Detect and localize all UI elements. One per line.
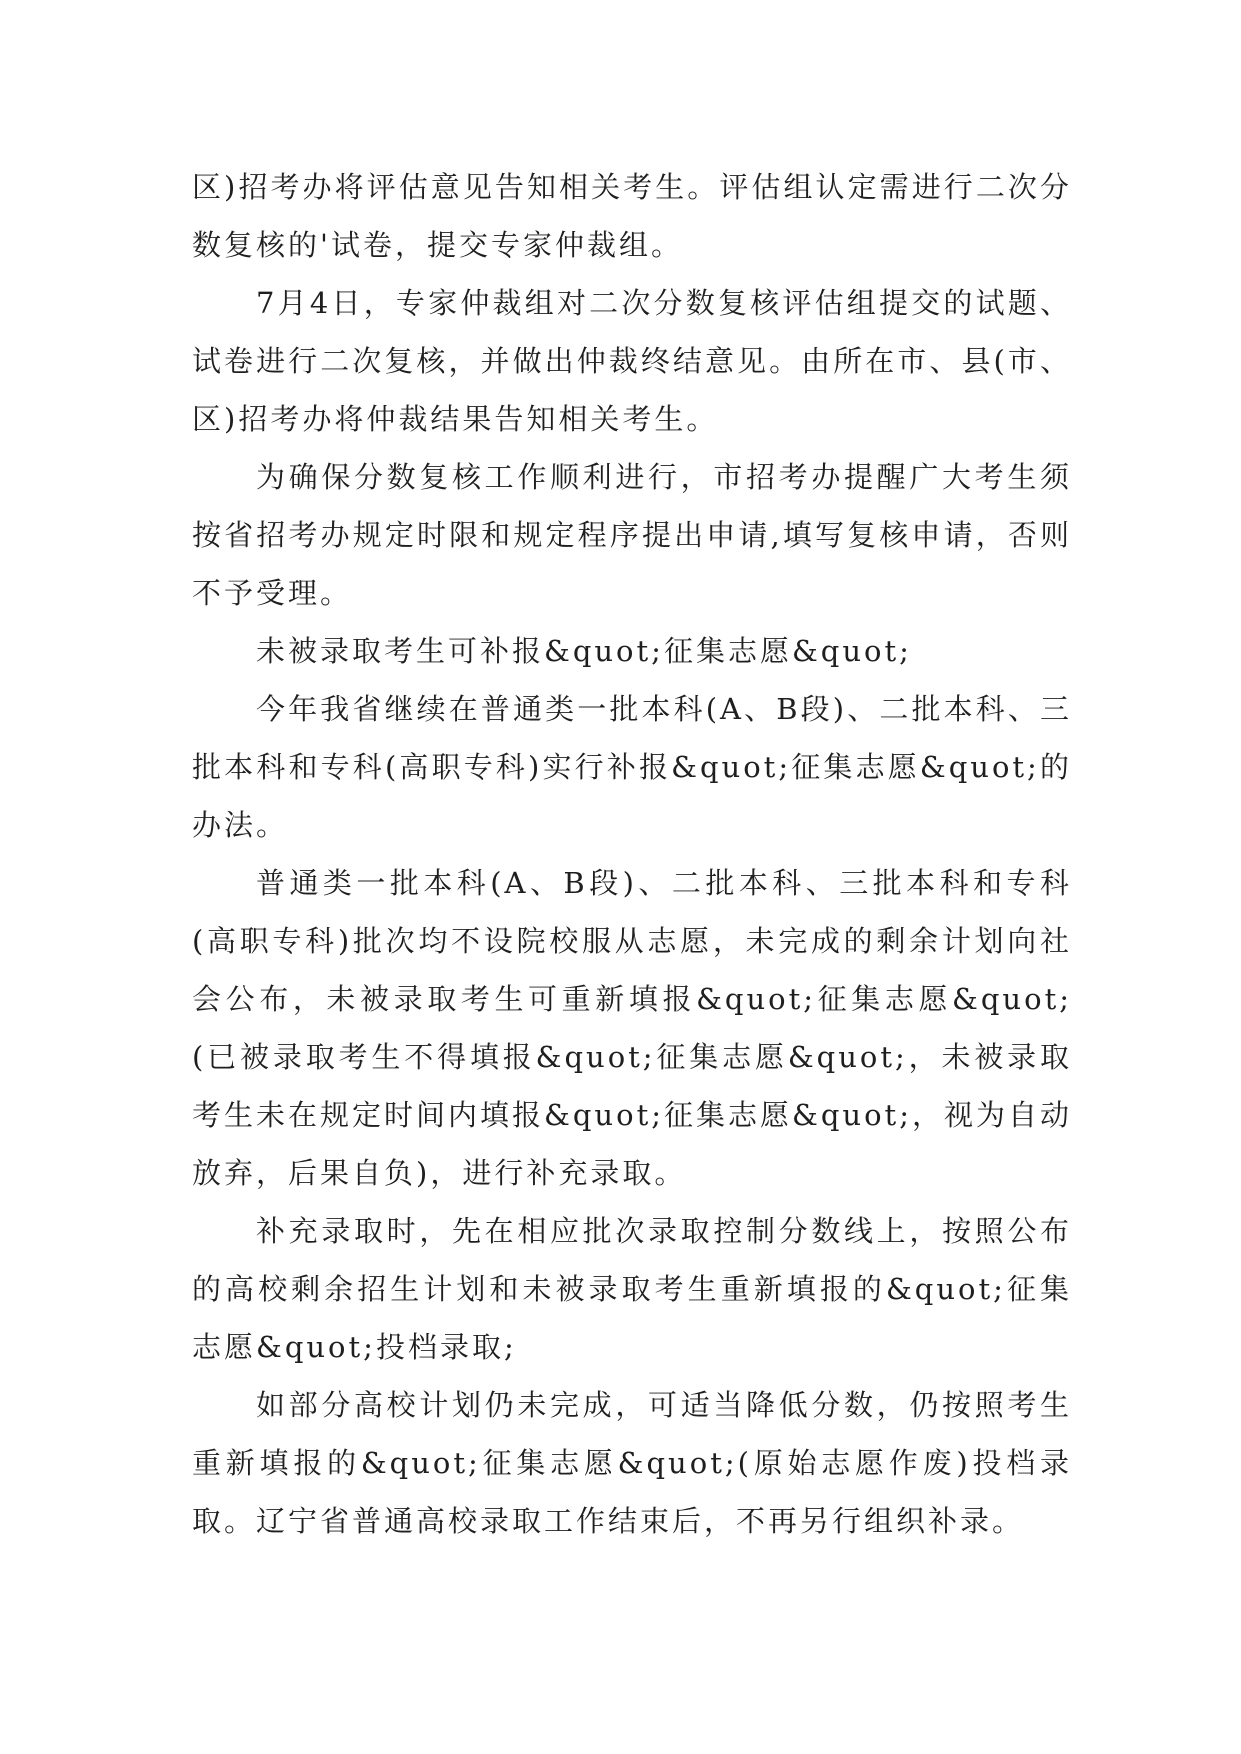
paragraph-5: 今年我省继续在普通类一批本科(A、B段)、二批本科、三批本科和专科(高职专科)实行补报&quot;征集志愿&quot;的办法。: [192, 692, 1072, 842]
paragraph-4: 未被录取考生可补报&quot;征集志愿&quot;: [256, 634, 912, 668]
paragraph-2: 7月4日，专家仲裁组对二次分数复核评估组提交的试题、试卷进行二次复核，并做出仲裁终结意见。由所在市、县(市、区)招考办将仲裁结果告知相关考生。: [192, 286, 1072, 436]
paragraph-7: 补充录取时，先在相应批次录取控制分数线上，按照公布的高校剩余招生计划和未被录取考生重新填报的&quot;征集志愿&quot;投档录取;: [192, 1214, 1072, 1364]
document-body: [192, 158, 1072, 1550]
paragraph-6: 普通类一批本科(A、B段)、二批本科、三批本科和专科(高职专科)批次均不设院校服从志愿，未完成的剩余计划向社会公布，未被录取考生可重新填报&quot;征集志愿&quot;(已被录取考生不得填报&quot;征集志愿&quot;，未被录取考生未在规定时间内填报&quot;征集志愿&quot;，视为自动放弃，后果自负)，进行补充录取。: [192, 866, 1072, 1190]
paragraph-8: 如部分高校计划仍未完成，可适当降低分数，仍按照考生重新填报的&quot;征集志愿&quot;(原始志愿作废)投档录取。辽宁省普通高校录取工作结束后，不再另行组织补录。: [192, 1388, 1072, 1538]
paragraph-3: 为确保分数复核工作顺利进行，市招考办提醒广大考生须按省招考办规定时限和规定程序提出申请,填写复核申请，否则不予受理。: [192, 460, 1072, 610]
paragraph-1: 区)招考办将评估意见告知相关考生。评估组认定需进行二次分数复核的'试卷，提交专家仲裁组。: [192, 170, 1072, 262]
